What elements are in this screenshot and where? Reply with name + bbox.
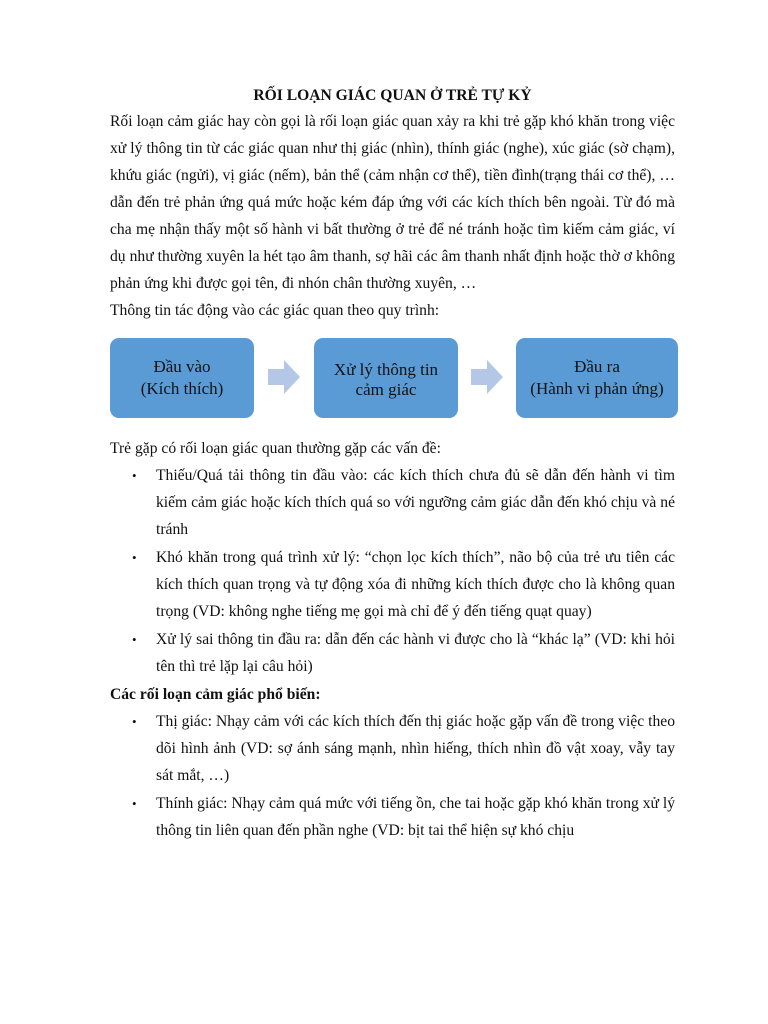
list-item	[110, 626, 675, 680]
bullet-icon: •	[132, 714, 137, 729]
flow-box-input	[110, 338, 254, 418]
problems-intro: Trẻ gặp có rối loạn giác quan thường gặp các vấn đề:	[110, 440, 441, 457]
list-item-text: Thiếu/Quá tải thông tin đầu vào: các kích thích chưa đủ sẽ dẫn đến hành vi tìm kiếm cảm giác hoặc kích thích quá so với ngưỡng cảm giác dẫn đến khó chịu và né tránh	[156, 467, 675, 538]
list-item-text: Thị giác: Nhạy cảm với các kích thích đến thị giác hoặc gặp vấn đề trong việc theo dõi hình ảnh (VD: sợ ánh sáng mạnh, nhìn hiếng, thích nhìn đồ vật xoay, vẫy tay sát mắt, …)	[156, 713, 675, 784]
flow-box-processing	[314, 338, 458, 418]
list-item	[110, 708, 675, 789]
flow-box-processing-line2: cảm giác	[355, 379, 417, 399]
flow-box-output	[516, 338, 678, 418]
flow-box-processing-line1: Xử lý thông tin	[333, 359, 439, 379]
list-item	[110, 462, 675, 543]
flow-arrow-icon	[471, 360, 503, 394]
list-item-text: Khó khăn trong quá trình xử lý: “chọn lọc kích thích”, não bộ của trẻ ưu tiên các kích thích quan trọng và tự động xóa đi những kích thích được cho là không quan trọng (VD: không nghe tiếng mẹ gọi mà chỉ để ý đến tiếng quạt quay)	[156, 549, 675, 620]
process-intro: Thông tin tác động vào các giác quan theo quy trình:	[110, 302, 440, 319]
flow-box-input-line1: Đầu vào	[153, 357, 211, 376]
document-content	[110, 84, 675, 845]
list-item-text: Xử lý sai thông tin đầu ra: dẫn đến các hành vi được cho là “khác lạ” (VD: khi hỏi tên thì trẻ lặp lại câu hỏi)	[156, 631, 675, 675]
flow-box-output-line1: Đầu ra	[574, 357, 620, 376]
list-item-text: Thính giác: Nhạy cảm quá mức với tiếng ồn, che tai hoặc gặp khó khăn trong xử lý thông tin liên quan đến phần nghe (VD: bịt tai thể hiện sự khó chịu	[156, 795, 675, 839]
process-flow-diagram	[110, 338, 675, 418]
intro-paragraph: Rối loạn cảm giác hay còn gọi là rối loạn giác quan xảy ra khi trẻ gặp khó khăn trong việc xử lý thông tin từ các giác quan như thị giác (nhìn), thính giác (nghe), xúc giác (sờ chạm), khứu giác (ngửi), vị giác (nếm), bản thể (cảm nhận cơ thể), tiền đình(trạng thái cơ thể), … dẫn đến trẻ phản ứng quá mức hoặc kém đáp ứng với các kích thích bên ngoài. Từ đó mà cha mẹ nhận thấy một số hành vi bất thường ở trẻ để né tránh hoặc tìm kiếm cảm giác, ví dụ như thường xuyên la hét tạo âm thanh, sợ hãi các âm thanh nhất định hoặc thờ ơ không phản ứng khi được gọi tên, đi nhón chân thường xuyên, …	[110, 113, 675, 292]
list-item	[110, 544, 675, 625]
flow-box-input-line2: (Kích thích)	[140, 379, 224, 398]
bullet-icon: •	[132, 468, 137, 483]
problems-list	[110, 462, 675, 680]
flow-box-output-line2: (Hành vi phản ứng)	[530, 379, 664, 398]
document-title: RỐI LOẠN GIÁC QUAN Ở TRẺ TỰ KỶ	[253, 87, 532, 104]
flow-arrow-icon	[268, 360, 300, 394]
common-disorders-list	[110, 708, 675, 844]
bullet-icon: •	[132, 550, 137, 565]
list-item	[110, 790, 675, 844]
bullet-icon: •	[132, 632, 137, 647]
common-disorders-heading: Các rối loạn cảm giác phổ biến:	[110, 686, 321, 703]
bullet-icon: •	[132, 796, 137, 811]
